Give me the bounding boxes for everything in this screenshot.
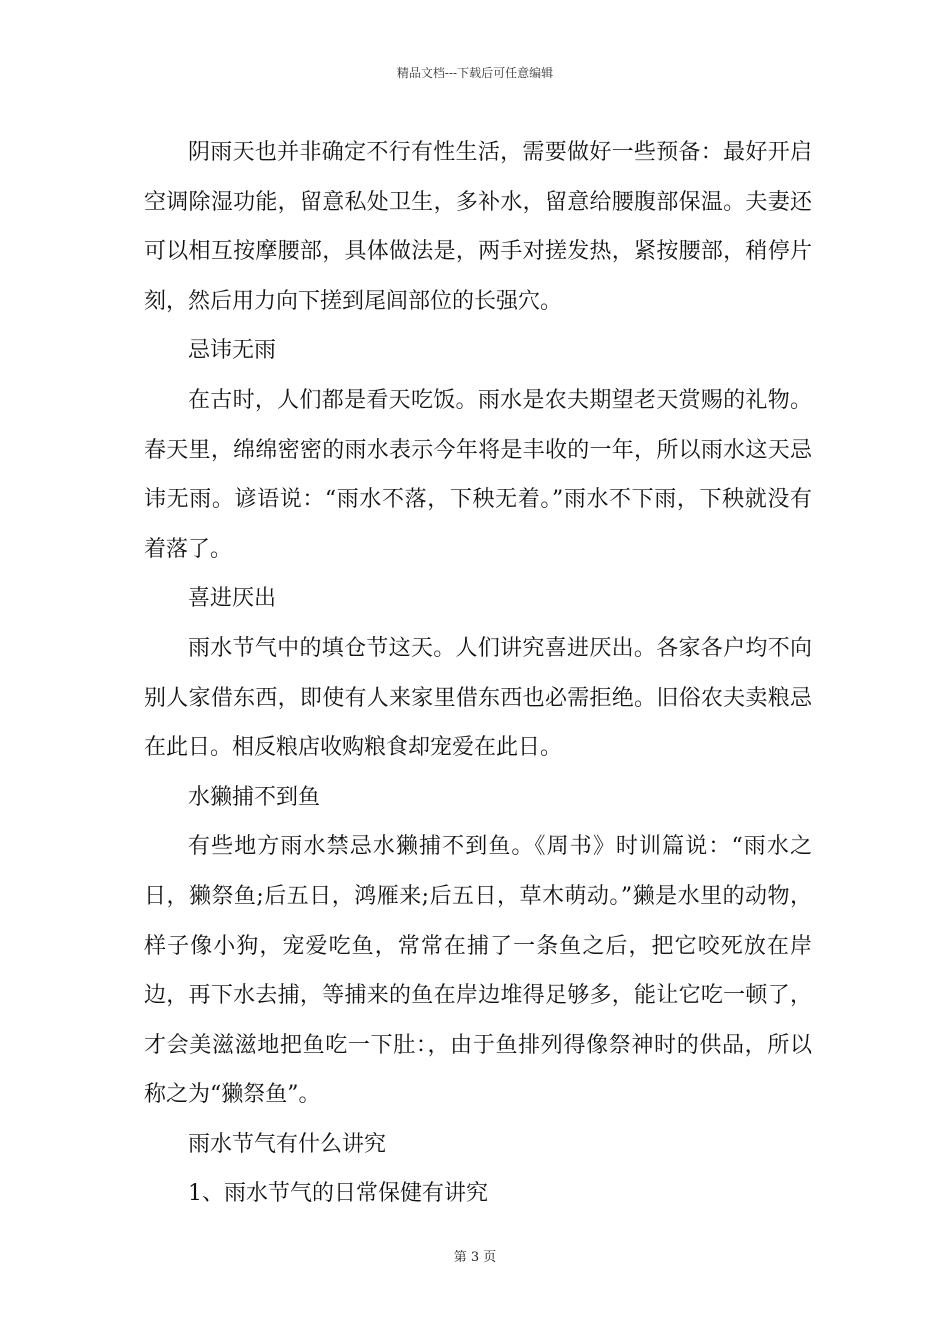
document-body: [144, 128, 812, 1219]
section-heading-otter: 水獭捕不到鱼: [188, 784, 321, 810]
page-number: 第 3 页: [453, 1250, 497, 1265]
section-heading-no-rain-taboo: 忌讳无雨: [188, 338, 277, 364]
section-heading-welcome-in: 喜进厌出: [188, 586, 277, 612]
section-heading-customs: 雨水节气有什么讲究: [188, 1131, 387, 1157]
page-header: 精品文档---下载后可任意编辑: [396, 66, 554, 80]
paragraph-welcome-in: 雨水节气中的填仓节这天。人们讲究喜进厌出。各家各户均不向别人家借东西，即使有人来家里借东西也必需拒绝。旧俗农夫卖粮忌在此日。相反粮店收购粮食却宠爱在此日。: [144, 635, 812, 761]
paragraph-otter: 有些地方雨水禁忌水獭捕不到鱼。《周书》时训篇说：“雨水之日，獭祭鱼;后五日，鸿雁来;后五日，草木萌动。”獭是水里的动物，样子像小狗，宠爱吃鱼，常常在捕了一条鱼之后，把它咬死放在岸边，再下水去捕，等捕来的鱼在岸边堆得足够多，能让它吃一顿了，才会美滋滋地把鱼吃一下肚：，由于鱼排列得像祭神时的供品，所以称之为“獭祭鱼”。: [144, 834, 812, 1108]
paragraph-intimacy-advice: 阴雨天也并非确定不行有性生活，需要做好一些预备：最好开启空调除湿功能，留意私处卫生，多补水，留意给腰腹部保温。夫妻还可以相互按摩腰部，具体做法是，两手对搓发热，紧按腰部，稍停片刻，然后用力向下搓到尾闾部位的长强穴。: [144, 140, 812, 314]
subsection-heading-health-care: 1、雨水节气的日常保健有讲究: [188, 1181, 488, 1207]
paragraph-no-rain-taboo: 在古时，人们都是看天吃饭。雨水是农夫期望老天赏赐的礼物。春天里，绵绵密密的雨水表示今年将是丰收的一年，所以雨水这天忌讳无雨。谚语说：“雨水不落，下秧无着。”雨水不下雨，下秧就没有着落了。: [144, 387, 812, 562]
